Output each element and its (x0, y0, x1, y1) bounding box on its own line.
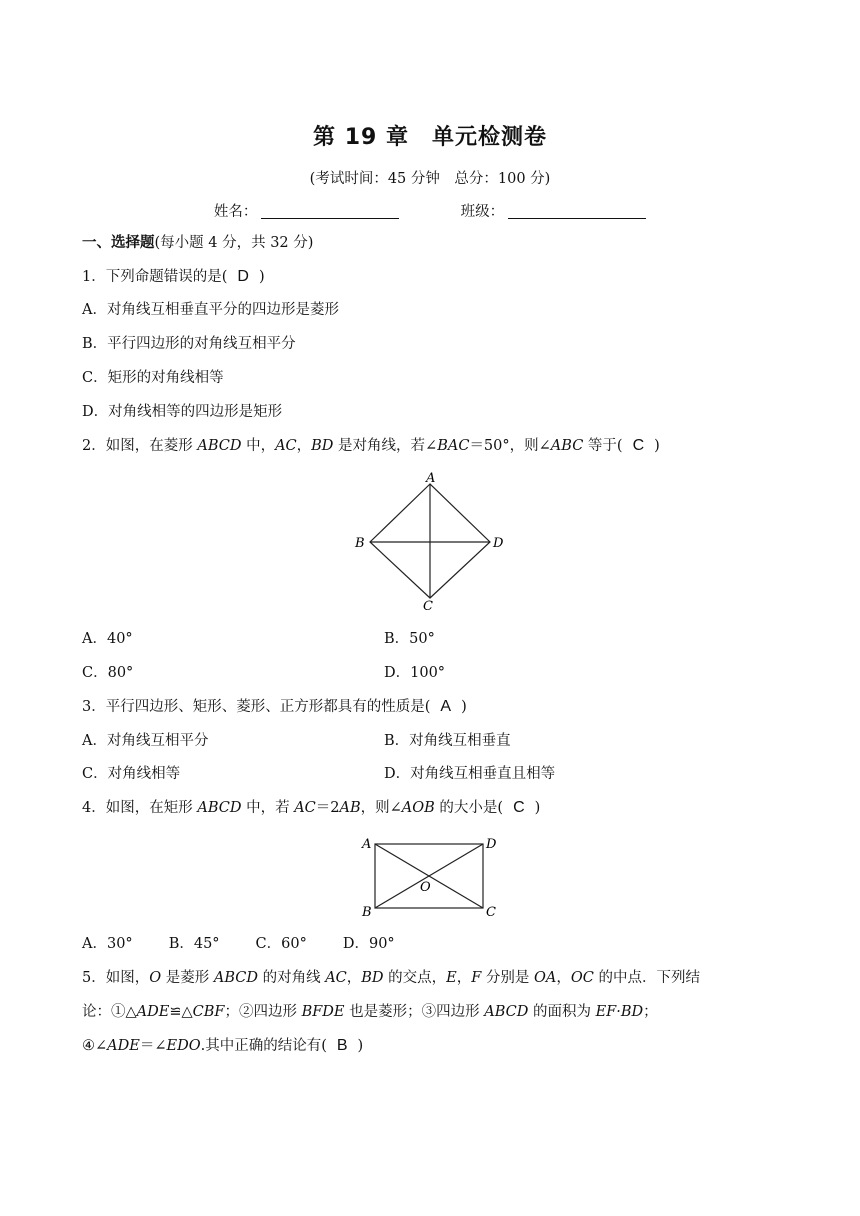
vertex-label-b: B (362, 905, 372, 920)
exam-info: (考试时间：45 分钟 总分：100 分) (309, 171, 551, 187)
vertex-label-d: D (493, 536, 504, 551)
class-blank[interactable] (508, 204, 646, 219)
question-5-line-3: ④∠ADE＝∠EDO.其中正确的结论有( B ) (82, 1037, 364, 1054)
question-2-option-c: C．80° (82, 665, 134, 681)
class-label: 班级： (460, 204, 505, 220)
center-label-o: O (420, 880, 431, 895)
vertex-label-a: A (362, 837, 372, 852)
rhombus-figure (350, 470, 520, 612)
question-2-stem: 2．如图，在菱形 ABCD 中，AC，BD 是对角线，若∠BAC＝50°，则∠ABC 等于( C ) (82, 437, 660, 454)
vertex-label-c: C (423, 599, 433, 612)
section-title: 一、选择题 (82, 235, 155, 251)
question-1-option-c: C．矩形的对角线相等 (82, 370, 224, 386)
question-2-option-a: A．40° (82, 631, 133, 647)
question-4-answer: C (513, 799, 525, 816)
question-1-option-a: A．对角线互相垂直平分的四边形是菱形 (82, 302, 339, 318)
student-info (0, 200, 860, 221)
vertex-label-c: C (486, 905, 496, 920)
question-4-option-b: B．45° (168, 936, 220, 952)
vertex-label-b: B (355, 536, 365, 551)
question-4-stem: 4．如图，在矩形 ABCD 中，若 AC＝2AB，则∠AOB 的大小是( C ) (82, 799, 541, 816)
section-heading (82, 233, 313, 253)
question-4-option-c: C．60° (255, 936, 307, 952)
question-3-option-c: C．对角线相等 (82, 766, 181, 782)
question-5-answer: B (336, 1037, 348, 1054)
question-4-option-d: D．90° (342, 936, 395, 952)
page-title: 第 19 章 单元检测卷 (313, 125, 547, 150)
question-2-option-b: B．50° (384, 631, 435, 647)
question-5-line-1: 5．如图，O 是菱形 ABCD 的对角线 AC，BD 的交点，E，F 分别是 OA，OC 的中点．下列结 (82, 970, 700, 986)
question-3-stem: 3．平行四边形、矩形、菱形、正方形都具有的性质是( A ) (82, 698, 467, 715)
question-5-line-2: 论：①△ADE≌△CBF；②四边形 BFDE 也是菱形；③四边形 ABCD 的面积为 EF·BD； (82, 1004, 658, 1020)
section-note: (每小题 4 分，共 32 分) (154, 235, 314, 251)
rectangle-figure (358, 832, 508, 922)
question-1-option-b: B．平行四边形的对角线互相平分 (82, 336, 296, 352)
question-1-answer: D (237, 268, 249, 285)
question-4-option-a: A．30° (82, 936, 133, 952)
name-blank[interactable] (261, 204, 399, 219)
question-3-option-b: B．对角线互相垂直 (384, 733, 511, 749)
question-3-answer: A (440, 698, 452, 715)
vertex-label-a: A (426, 471, 436, 486)
question-4-options (82, 934, 395, 954)
question-2-option-d: D．100° (384, 665, 446, 681)
question-2-answer: C (632, 437, 645, 454)
question-3-option-d: D．对角线互相垂直且相等 (384, 766, 556, 782)
name-label: 姓名： (213, 204, 258, 220)
question-1-option-d: D．对角线相等的四边形是矩形 (82, 404, 283, 420)
question-1-stem: 1．下列命题错误的是( D ) (82, 268, 265, 285)
question-3-option-a: A．对角线互相平分 (82, 733, 209, 749)
vertex-label-d: D (486, 837, 497, 852)
